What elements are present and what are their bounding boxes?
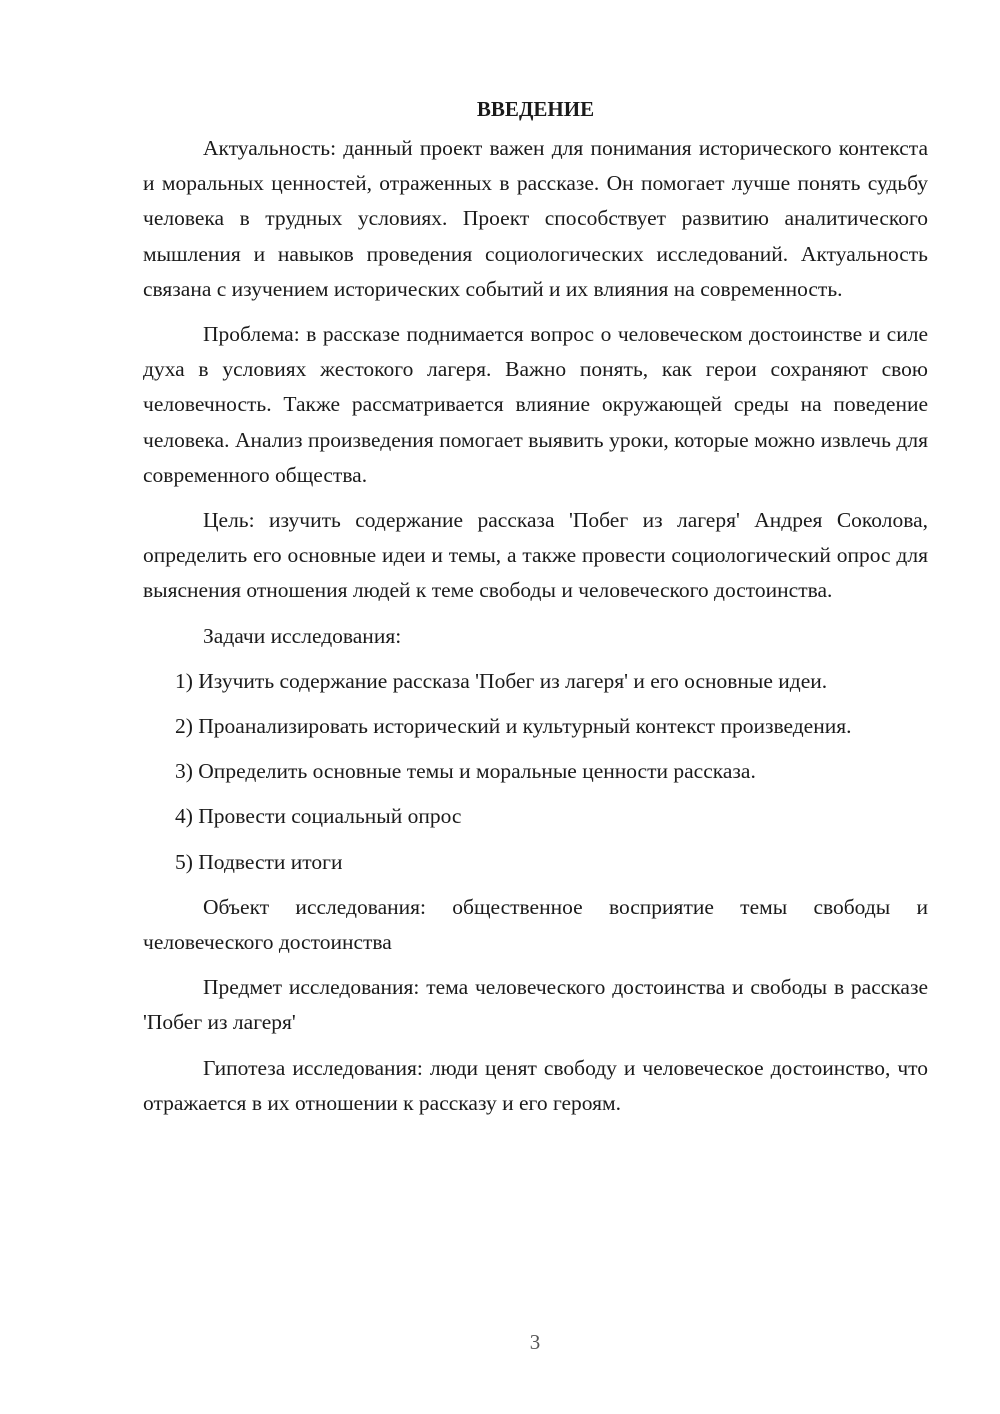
list-item: 5) Подвести итоги [175,849,343,874]
problem-paragraph: Проблема: в рассказе поднимается вопрос о человеческом достоинстве и силе духа в условиях жестокого лагеря. Важно понять, как герои сохраняют свою человечность. Также рассматривается влияние окружающей среды на поведение человека. Анализ произведения помогает выявить уроки, которые можно извлечь для современного общества. [143,322,928,487]
list-item: 2) Проанализировать исторический и культурный контекст произведения. [175,714,852,739]
goal-paragraph: Цель: изучить содержание рассказа 'Побег из лагеря' Андрея Соколова, определить его основные идеи и темы, а также провести социологический опрос для выяснения отношения людей к теме свободы и человеческого достоинства. [143,508,928,603]
document-page [143,92,928,1131]
section-heading: ВВЕДЕНИЕ [476,97,595,121]
list-item: 4) Провести социальный опрос [175,804,462,829]
page-number: 3 [529,1330,541,1354]
list-item: 1) Изучить содержание рассказа 'Побег из лагеря' и его основные идеи. [175,668,828,693]
hypothesis-paragraph: Гипотеза исследования: люди ценят свободу и человеческое достоинство, что отражается в их отношении к рассказу и его героям. [143,1055,928,1115]
tasks-label: Задачи исследования: [203,623,402,648]
object-paragraph: Объект исследования: общественное восприятие темы свободы и человеческого достоинства [143,894,928,955]
list-item: 3) Определить основные темы и моральные ценности рассказа. [175,759,756,784]
tasks-list [143,664,928,880]
subject-paragraph: Предмет исследования: тема человеческого достоинства и свободы в рассказе 'Побег из лагеря' [143,975,928,1035]
relevance-paragraph: Актуальность: данный проект важен для понимания исторического контекста и моральных ценностей, отраженных в рассказе. Он помогает лучше понять судьбу человека в трудных условиях. Проект способствует развитию аналитического мышления и навыков проведения социологических исследований. Актуальность связана с изучением исторических событий и их влияния на современность. [143,136,928,301]
